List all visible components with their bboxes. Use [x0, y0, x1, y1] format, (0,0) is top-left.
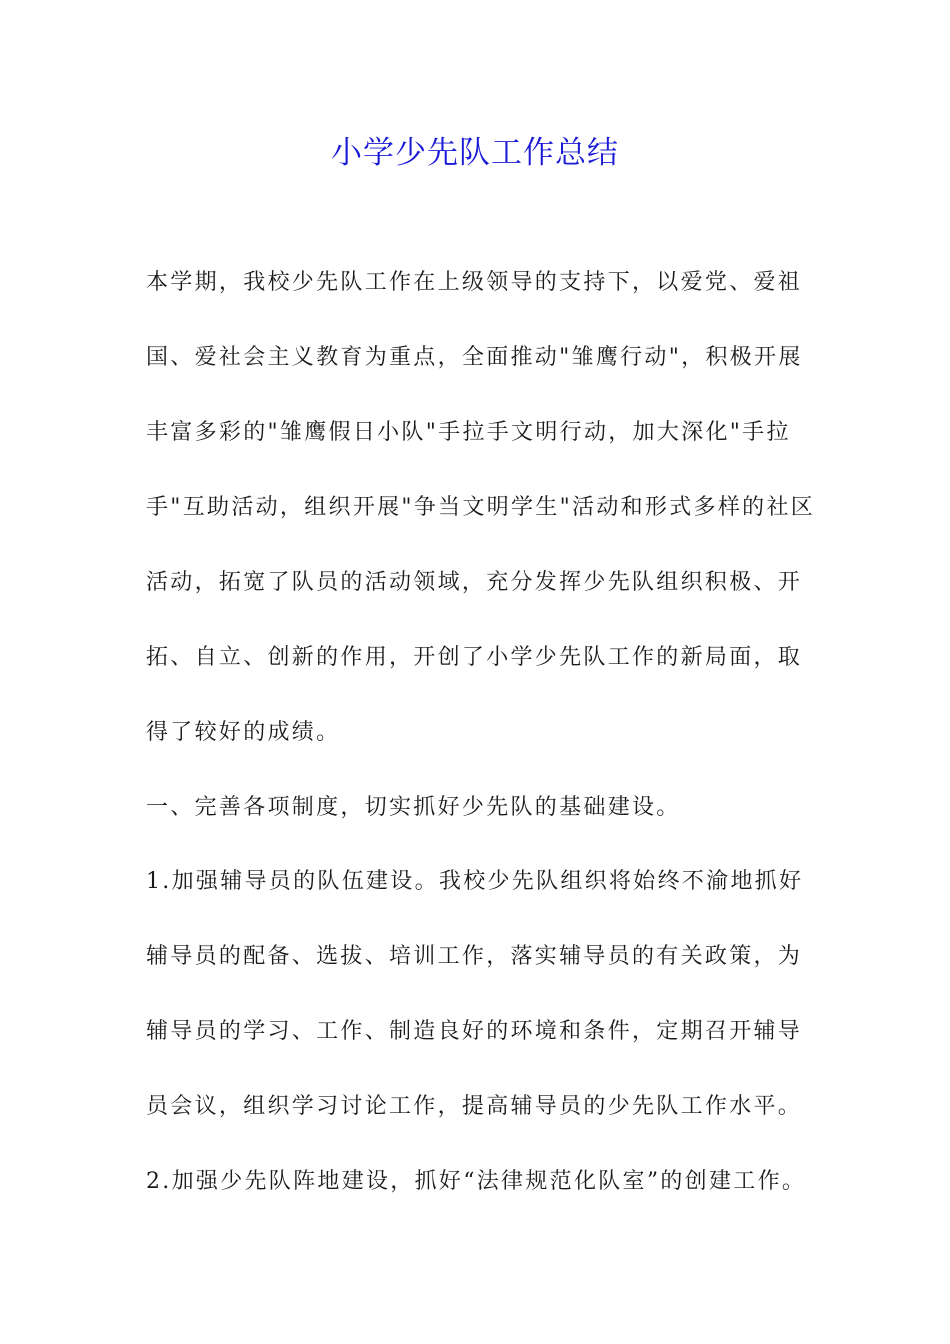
paragraph-line: 活动，拓宽了队员的活动领域，充分发挥少先队组织积极、开: [146, 570, 803, 595]
paragraph-line: 1.加强辅导员的队伍建设。我校少先队组织将始终不渝地抓好: [146, 869, 804, 894]
paragraph-line: 得了较好的成绩。: [146, 720, 341, 745]
paragraph-line: 本学期，我校少先队工作在上级领导的支持下，以爱党、爱祖: [146, 270, 803, 295]
paragraph-line: 辅导员的配备、选拔、培训工作，落实辅导员的有关政策，为: [146, 944, 803, 969]
paragraph-line: 员会议，组织学习讨论工作，提高辅导员的少先队工作水平。: [146, 1094, 803, 1119]
paragraph-line: 国、爱社会主义教育为重点，全面推动"雏鹰行动"，积极开展: [146, 345, 803, 370]
paragraph-line: 丰富多彩的"雏鹰假日小队"手拉手文明行动，加大深化"手拉: [146, 420, 791, 445]
document-title: 小学少先队工作总结: [331, 135, 619, 171]
paragraph-line: 拓、自立、创新的作用，开创了小学少先队工作的新局面，取: [146, 645, 803, 670]
paragraph-line: 辅导员的学习、工作、制造良好的环境和条件，定期召开辅导: [146, 1019, 803, 1044]
paragraph-line: 2.加强少先队阵地建设，抓好“法律规范化队室”的创建工作。: [146, 1169, 807, 1194]
section-heading: 一、完善各项制度，切实抓好少先队的基础建设。: [146, 795, 681, 820]
paragraph-line: 手"互助活动，组织开展"争当文明学生"活动和形式多样的社区: [146, 495, 816, 520]
